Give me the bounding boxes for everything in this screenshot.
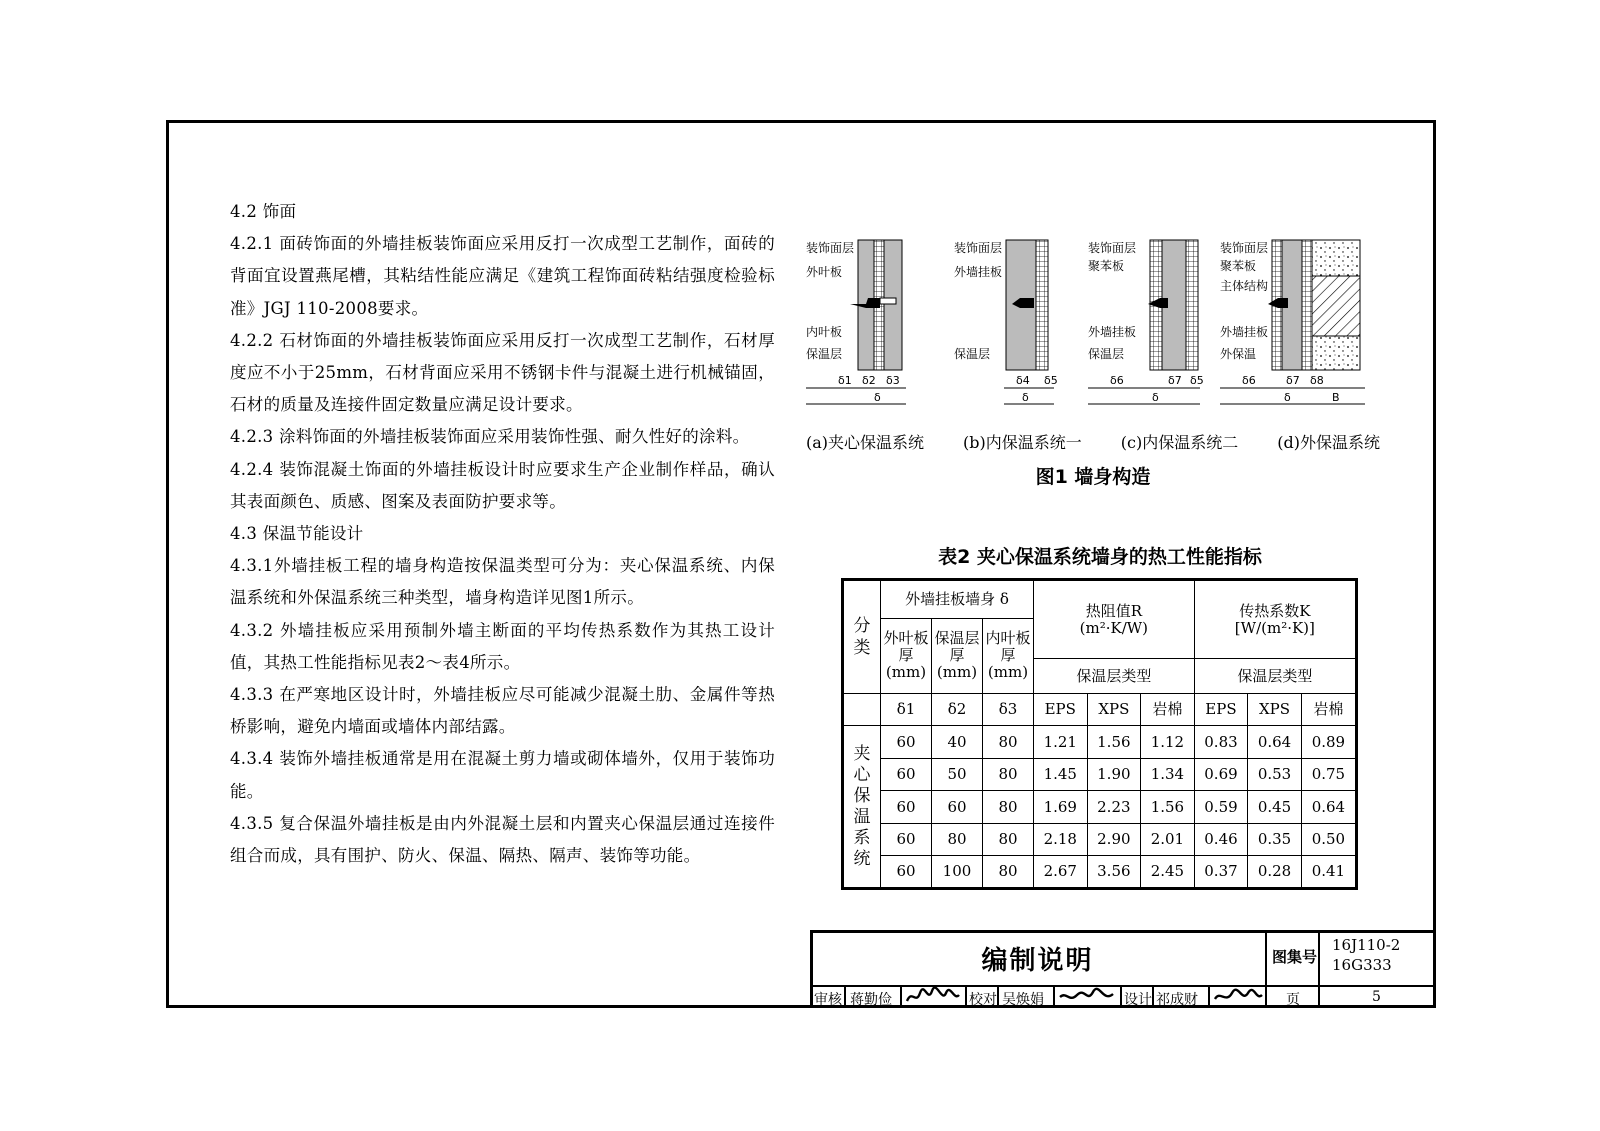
table-cell: 60 [881, 823, 932, 856]
table-title: 表2 夹心保温系统墙身的热工性能指标 [938, 546, 1262, 568]
divider [1265, 930, 1267, 1008]
table-cell: 80 [983, 791, 1034, 824]
r-xps-header: XPS [1087, 693, 1141, 726]
table-cell: 0.45 [1248, 791, 1302, 824]
dim-label: δ5 [1190, 374, 1204, 387]
atlas-number-2: 16G333 [1332, 956, 1392, 974]
table-cell: 0.64 [1248, 726, 1302, 759]
divider [1208, 985, 1210, 1008]
divider [997, 985, 999, 1008]
table-cell: 100 [932, 856, 983, 889]
table-row [843, 758, 1357, 791]
wall-construction-figure [806, 236, 1380, 436]
table-cell: 0.35 [1248, 823, 1302, 856]
label: 主体结构 [1220, 279, 1269, 293]
paragraph: 4.2.1 面砖饰面的外墙挂板装饰面应采用反打一次成型工艺制作，面砖的背面宜设置燕尾槽，其粘结性能应满足《建筑工程饰面砖粘结强度检验标准》JGJ 110-2008要求。 [230, 234, 775, 318]
checker-signature [1057, 987, 1117, 1007]
k-eps-header: EPS [1194, 693, 1248, 726]
k-header [1194, 580, 1356, 659]
table-cell: 60 [881, 856, 932, 889]
paragraph: 4.3.2 外墙挂板应采用预制外墙主断面的平均传热系数作为其热工设计值，其热工性能指标见表2～表4所示。 [230, 620, 775, 672]
label: 装饰面层 [806, 241, 855, 255]
divider [1318, 930, 1320, 1008]
table-cell: 60 [881, 791, 932, 824]
designer-name: 祁成财 [1156, 992, 1198, 1008]
dim-label: δ6 [1110, 374, 1124, 387]
table-cell: 0.64 [1301, 791, 1356, 824]
dim-label: δ7 [1286, 374, 1300, 387]
divider [1120, 985, 1122, 1008]
dim-label: δ [874, 391, 881, 404]
divider [900, 985, 902, 1008]
divider [1053, 985, 1055, 1008]
dim-label: B [1332, 391, 1340, 404]
label: 外墙挂板 [954, 265, 1003, 279]
dim-label: δ7 [1168, 374, 1182, 387]
table-cell: 0.37 [1194, 856, 1248, 889]
table-cell: 0.53 [1248, 758, 1302, 791]
paragraph: 4.3.5 复合保温外墙挂板是由内外混凝土层和内置夹心保温层通过连接件组合而成，具有围护、防火、保温、隔热、隔声、装饰等功能。 [230, 813, 775, 866]
label: 装饰面层 [1220, 241, 1269, 255]
review-label: 审核 [814, 992, 842, 1008]
dim-label: δ1 [838, 374, 852, 387]
d3-header: δ3 [983, 693, 1034, 726]
inner-leaf-header [983, 618, 1034, 693]
r-eps-header: EPS [1034, 693, 1088, 726]
label: 保温层 [954, 347, 991, 361]
table-cell: 0.28 [1248, 856, 1302, 889]
label: 聚苯板 [1088, 259, 1125, 273]
table-cell: 80 [983, 856, 1034, 889]
table-cell: 0.69 [1194, 758, 1248, 791]
table-cell: 0.83 [1194, 726, 1248, 759]
label: 外墙挂板 [1088, 325, 1137, 339]
label: 装饰面层 [954, 241, 1003, 255]
table-row [843, 791, 1357, 824]
table-cell: 1.56 [1141, 791, 1195, 824]
caption-b: (b)内保温系统一 [963, 433, 1082, 452]
diagram-c [1088, 240, 1204, 404]
dim-label: δ4 [1016, 374, 1030, 387]
table-cell: 0.75 [1301, 758, 1356, 791]
table-cell: 0.59 [1194, 791, 1248, 824]
label: 外保温 [1220, 347, 1257, 361]
label: 保温层 [1088, 347, 1125, 361]
dim-label: δ6 [1242, 374, 1256, 387]
caption-d: (d)外保温系统 [1277, 433, 1380, 452]
body-text [230, 196, 775, 872]
wall-header: 外墙挂板墙身 δ [881, 580, 1034, 619]
checker-name: 吴焕娟 [1002, 992, 1044, 1008]
table-cell: 0.41 [1301, 856, 1356, 889]
table-row [843, 726, 1357, 759]
insulation-thickness-header-text: 保温层厚(mm) [934, 629, 980, 682]
table-cell: 50 [932, 758, 983, 791]
table-cell: 1.45 [1034, 758, 1088, 791]
label: 外墙挂板 [1220, 325, 1269, 339]
outer-leaf-header-text: 外叶板厚(mm) [883, 629, 929, 682]
table-cell: 2.67 [1034, 856, 1088, 889]
k-xps-header: XPS [1248, 693, 1302, 726]
table-cell: 1.69 [1034, 791, 1088, 824]
dim-label: δ8 [1310, 374, 1324, 387]
figure-captions [806, 430, 1380, 453]
category-header-text: 分类 [853, 615, 871, 658]
table-cell: 80 [983, 823, 1034, 856]
paragraph: 4.2 饰面 [230, 202, 297, 221]
r-unit: (m²·K/W) [1079, 618, 1149, 637]
dim-label: δ [1152, 391, 1159, 404]
table-cell: 60 [932, 791, 983, 824]
table-cell: 80 [932, 823, 983, 856]
k-rockwool-header: 岩棉 [1301, 693, 1356, 726]
paragraph: 4.2.4 装饰混凝土饰面的外墙挂板设计时应要求生产企业制作样品，确认其表面颜色、质感、图案及表面防护要求等。 [230, 459, 775, 511]
d2-header: δ2 [932, 693, 983, 726]
reviewer-signature [904, 987, 962, 1007]
header-spacer [843, 693, 881, 726]
table-cell: 1.90 [1087, 758, 1141, 791]
atlas-number-1: 16J110-2 [1332, 936, 1401, 954]
k-header-text: 传热系数K [1239, 601, 1311, 620]
title-block [810, 930, 1436, 1008]
paragraph: 4.3 保温节能设计 [230, 524, 364, 544]
r-header-text: 热阻值R [1085, 601, 1142, 620]
atlas-label: 图集号 [1272, 948, 1318, 966]
dim-label: δ2 [862, 374, 876, 387]
table-cell: 1.21 [1034, 726, 1088, 759]
r-header [1034, 580, 1195, 659]
design-label: 设计 [1124, 992, 1152, 1008]
category-header [843, 580, 881, 694]
dim-label: δ5 [1044, 374, 1058, 387]
label: 聚苯板 [1220, 259, 1257, 273]
paragraph: 4.3.1外墙挂板工程的墙身构造按保温类型可分为：夹心保温系统、内保温系统和外保温系统三种类型，墙身构造详见图1所示。 [230, 556, 775, 608]
row-group-label-text: 夹心保温系统 [853, 743, 871, 869]
thermal-performance-table [841, 578, 1358, 890]
d1-header: δ1 [881, 693, 932, 726]
page-label: 页 [1286, 992, 1300, 1008]
dim-label: δ [1022, 391, 1029, 404]
table-cell: 80 [983, 758, 1034, 791]
label: 外叶板 [806, 265, 843, 279]
table-cell: 2.23 [1087, 791, 1141, 824]
dim-label: δ3 [886, 374, 900, 387]
table-cell: 0.89 [1301, 726, 1356, 759]
r-insulation-type: 保温层类型 [1034, 659, 1195, 694]
table-cell: 40 [932, 726, 983, 759]
table-cell: 0.50 [1301, 823, 1356, 856]
designer-signature [1212, 987, 1264, 1007]
divider [1152, 985, 1154, 1008]
label: 内叶板 [806, 325, 843, 339]
page-number: 5 [1372, 989, 1381, 1005]
label: 装饰面层 [1088, 241, 1137, 255]
insulation-thickness-header [932, 618, 983, 693]
table-cell: 2.01 [1141, 823, 1195, 856]
diagram-a [806, 240, 906, 404]
k-insulation-type: 保温层类型 [1194, 659, 1356, 694]
table-cell: 3.56 [1087, 856, 1141, 889]
table-cell: 2.90 [1087, 823, 1141, 856]
table-cell: 80 [983, 726, 1034, 759]
table-cell: 60 [881, 758, 932, 791]
figure-title: 图1 墙身构造 [1035, 466, 1151, 488]
diagram-b [954, 240, 1058, 404]
table-cell: 60 [881, 726, 932, 759]
table-row [843, 856, 1357, 889]
caption-c: (c)内保温系统二 [1120, 433, 1239, 452]
caption-a: (a)夹心保温系统 [806, 433, 925, 452]
dim-label: δ [1284, 391, 1291, 404]
table-cell: 2.18 [1034, 823, 1088, 856]
table-cell: 1.34 [1141, 758, 1195, 791]
document-title: 编制说明 [981, 945, 1094, 976]
k-unit: [W/(m²·K)] [1234, 618, 1315, 637]
table-cell: 0.46 [1194, 823, 1248, 856]
row-group-label [843, 726, 881, 889]
divider [965, 985, 967, 1008]
table-cell: 1.56 [1087, 726, 1141, 759]
table-cell: 1.12 [1141, 726, 1195, 759]
r-rockwool-header: 岩棉 [1141, 693, 1195, 726]
check-label: 校对 [969, 992, 997, 1008]
table-row [843, 823, 1357, 856]
paragraph: 4.2.2 石材饰面的外墙挂板装饰面应采用反打一次成型工艺制作，石材厚度应不小于25mm，石材背面应采用不锈钢卡件与混凝土进行机械锚固，石材的质量及连接件固定数量应满足设计要求。 [230, 330, 775, 415]
paragraph: 4.3.3 在严寒地区设计时，外墙挂板应尽可能减少混凝土肋、金属件等热桥影响，避免内墙面或墙体内部结露。 [230, 685, 775, 737]
diagram-d [1220, 240, 1365, 404]
paragraph: 4.3.4 装饰外墙挂板通常是用在混凝土剪力墙或砌体墙外，仅用于装饰功能。 [230, 749, 775, 801]
table-cell: 2.45 [1141, 856, 1195, 889]
inner-leaf-header-text: 内叶板厚(mm) [985, 629, 1031, 682]
divider [844, 985, 846, 1008]
reviewer-name: 蒋勤俭 [850, 992, 892, 1008]
paragraph: 4.2.3 涂料饰面的外墙挂板装饰面应采用装饰性强、耐久性好的涂料。 [230, 427, 750, 447]
label: 保温层 [806, 347, 843, 361]
outer-leaf-header [881, 618, 932, 693]
